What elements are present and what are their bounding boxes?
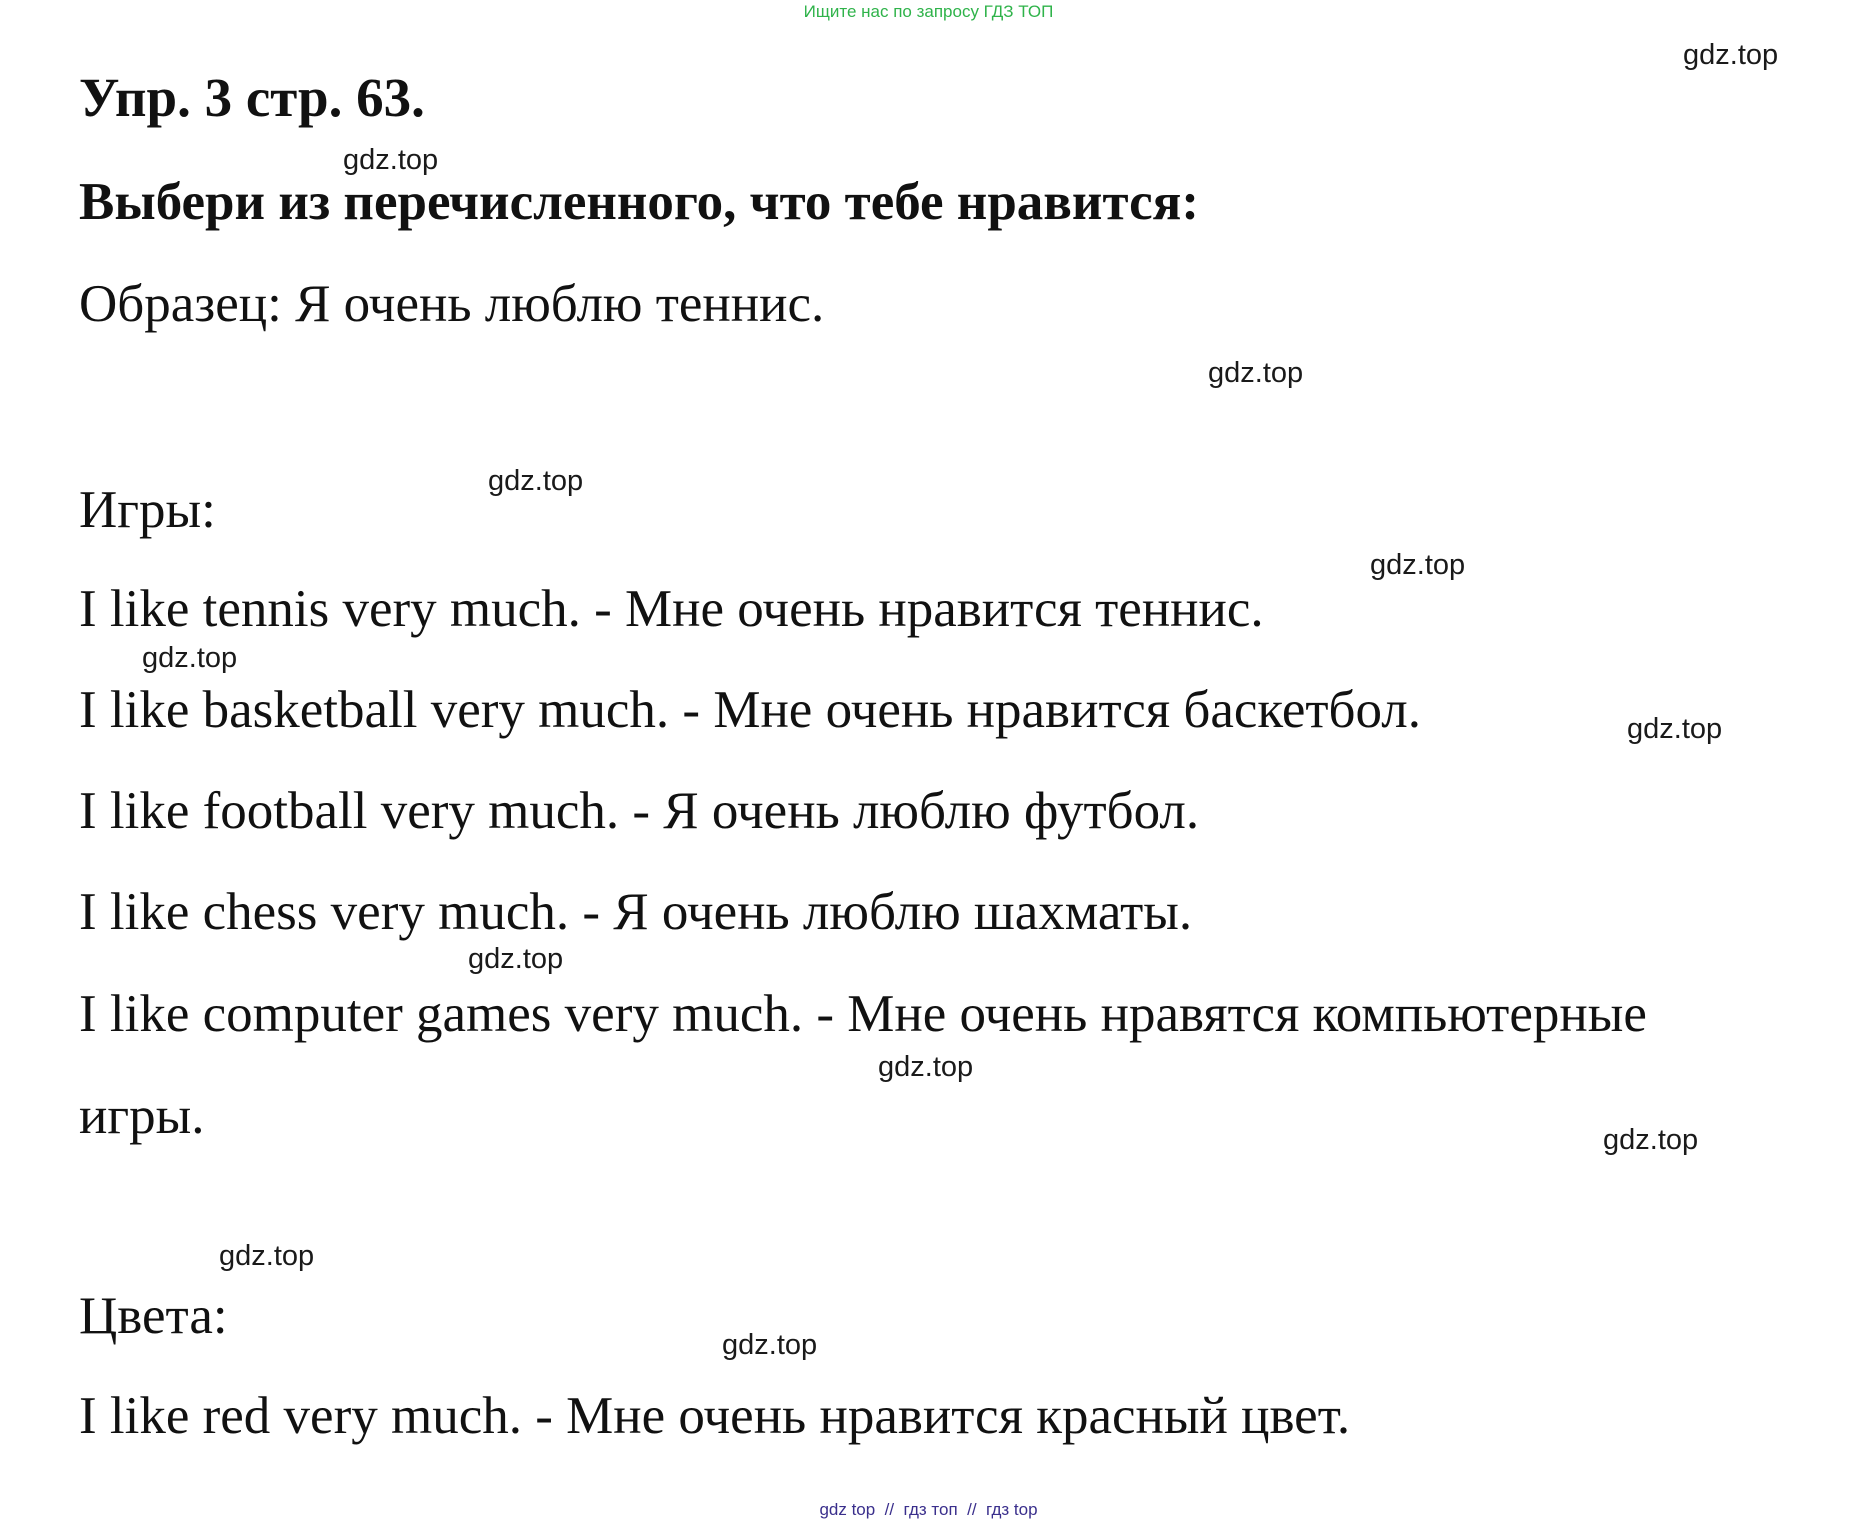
watermark: gdz.top xyxy=(343,144,439,176)
watermark: gdz.top xyxy=(468,943,564,975)
answer-line: I like tennis very much. - Мне очень нравится теннис. xyxy=(79,580,1264,638)
watermark: gdz.top xyxy=(878,1051,974,1083)
section-heading-games: Игры: xyxy=(79,481,216,539)
watermark: gdz.top xyxy=(1208,357,1304,389)
footer-watermark: gdz top // гдз топ // гдз top xyxy=(819,1500,1038,1519)
watermark: gdz.top xyxy=(1370,549,1466,581)
answer-line: I like red very much. - Мне очень нравится красный цвет. xyxy=(79,1387,1351,1445)
sample-line: Образец: Я очень люблю теннис. xyxy=(79,275,825,333)
watermark: gdz.top xyxy=(1683,39,1779,71)
watermark: gdz.top xyxy=(1603,1124,1699,1156)
answer-line: I like basketball very much. - Мне очень нравится баскетбол. xyxy=(79,681,1422,739)
watermark: gdz.top xyxy=(488,465,584,497)
answer-line: I like chess very much. - Я очень люблю шахматы. xyxy=(79,883,1193,941)
watermark: gdz.top xyxy=(1627,713,1723,745)
watermark: gdz.top xyxy=(219,1240,315,1272)
answer-line-continuation: игры. xyxy=(79,1087,205,1145)
answer-line: I like computer games very much. - Мне очень нравятся компьютерные xyxy=(79,985,1647,1043)
answer-line: I like football very much. - Я очень люблю футбол. xyxy=(79,782,1200,840)
top-banner: Ищите нас по запросу ГДЗ ТОП xyxy=(803,2,1054,21)
exercise-title: Упр. 3 стр. 63. xyxy=(79,67,425,128)
watermark: gdz.top xyxy=(722,1329,818,1361)
watermark: gdz.top xyxy=(142,642,238,674)
section-heading-colors: Цвета: xyxy=(79,1287,228,1345)
exercise-instruction: Выбери из перечисленного, что тебе нравится: xyxy=(79,173,1199,231)
